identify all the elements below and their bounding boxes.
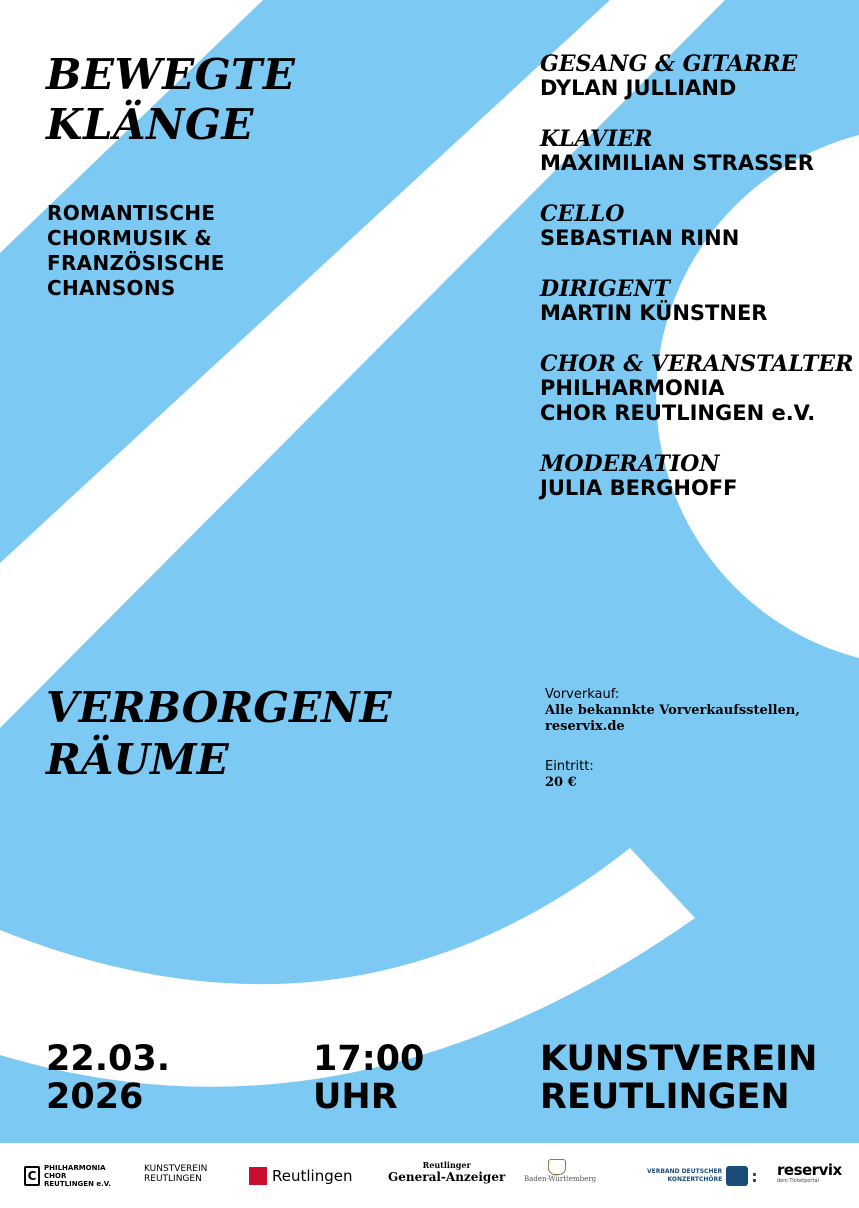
presale-line-1: Alle bekannkte Vorverkaufsstellen,: [545, 703, 800, 718]
philharmonia-logo-line-3: REUTLINGEN e.V.: [44, 1180, 111, 1188]
vdkc-logo: [647, 1161, 758, 1191]
event-time: [313, 1040, 424, 1116]
event-time-line-1: 17:00: [313, 1039, 425, 1079]
program-title-line-1: VERBORGENE: [46, 683, 392, 732]
credit-name: JULIA BERGHOFF: [540, 476, 738, 500]
credit-item: [540, 202, 855, 251]
credit-item: [540, 277, 855, 326]
philharmonia-mark-icon: C: [24, 1166, 40, 1186]
baden-wuerttemberg-logo: [524, 1159, 597, 1189]
event-date: [46, 1040, 170, 1116]
reservix-logo-text: reservix: [777, 1161, 842, 1179]
program-title: [46, 682, 392, 786]
credit-role: DIRIGENT: [540, 276, 670, 302]
philharmonia-logo: [24, 1161, 111, 1191]
general-anzeiger-line-1: Reutlinger: [422, 1160, 471, 1170]
vdkc-mark-icon: [726, 1166, 748, 1186]
event-date-line-2: 2026: [46, 1077, 144, 1117]
credit-name: MAXIMILIAN STRASSER: [540, 151, 814, 175]
entry-price: 20 €: [545, 775, 577, 790]
event-subtitle: [47, 201, 225, 301]
event-venue-line-1: KUNSTVEREIN: [540, 1039, 818, 1079]
reutlingen-city-logo: [249, 1161, 352, 1191]
coat-of-arms-icon: [548, 1159, 566, 1175]
event-time-line-2: UHR: [313, 1077, 398, 1117]
credit-name: DYLAN JULLIAND: [540, 76, 737, 100]
reutlingen-eagle-icon: [249, 1167, 267, 1185]
event-date-line-1: 22.03.: [46, 1039, 171, 1079]
baden-wuerttemberg-text: Baden-Württemberg: [524, 1175, 597, 1183]
general-anzeiger-logo: [388, 1161, 505, 1191]
credit-role: KLAVIER: [540, 126, 653, 152]
credit-role: CHOR & VERANSTALTER: [540, 351, 854, 377]
presale-label: Vorverkauf:: [545, 687, 620, 702]
presale-line-2: reservix.de: [545, 719, 625, 734]
credit-item: [540, 127, 855, 176]
credit-role: GESANG & GITARRE: [540, 51, 798, 77]
credit-role: MODERATION: [540, 451, 720, 477]
credit-item: [540, 452, 855, 501]
reservix-logo: [777, 1162, 842, 1192]
subtitle-line-3: FRANZÖSISCHE: [47, 251, 225, 275]
program-title-line-2: RÄUME: [46, 735, 229, 784]
kunstverein-logo-line-2: REUTLINGEN: [144, 1174, 202, 1184]
subtitle-line-2: CHORMUSIK &: [47, 226, 213, 250]
kunstverein-logo: [144, 1164, 207, 1194]
vdkc-logo-line-2: KONZERTCHÖRE: [667, 1176, 723, 1183]
subtitle-line-4: CHANSONS: [47, 276, 176, 300]
kunstverein-logo-line-1: KUNSTVEREIN: [144, 1164, 208, 1174]
credit-role: CELLO: [540, 201, 625, 227]
credit-name: MARTIN KÜNSTNER: [540, 301, 768, 325]
credit-name: SEBASTIAN RINN: [540, 226, 740, 250]
credit-name: CHOR REUTLINGEN e.V.: [540, 401, 816, 425]
general-anzeiger-line-2: General-Anzeiger: [388, 1170, 506, 1184]
sponsor-logo-strip: [0, 1143, 859, 1208]
event-title-line-1: BEWEGTE: [46, 50, 296, 99]
event-venue-line-2: REUTLINGEN: [540, 1077, 790, 1117]
philharmonia-logo-line-2: CHOR: [44, 1172, 67, 1180]
event-venue: [540, 1040, 817, 1116]
philharmonia-logo-line-1: PHILHARMONIA: [44, 1164, 106, 1172]
credit-item: [540, 352, 855, 426]
entry-label: Eintritt:: [545, 759, 594, 774]
credit-item: [540, 52, 855, 101]
ticket-info: [545, 687, 800, 791]
subtitle-line-1: ROMANTISCHE: [47, 201, 216, 225]
reutlingen-logo-text: Reutlingen: [272, 1167, 353, 1185]
credits-list: [540, 52, 855, 527]
reservix-logo-sub: dein Ticketportal: [777, 1178, 819, 1184]
vdkc-dots-icon: :: [751, 1166, 758, 1186]
event-title-line-2: KLÄNGE: [46, 100, 254, 149]
credit-name: PHILHARMONIA: [540, 376, 725, 400]
vdkc-logo-line-1: VERBAND DEUTSCHER: [647, 1168, 723, 1175]
event-title: [46, 50, 295, 150]
